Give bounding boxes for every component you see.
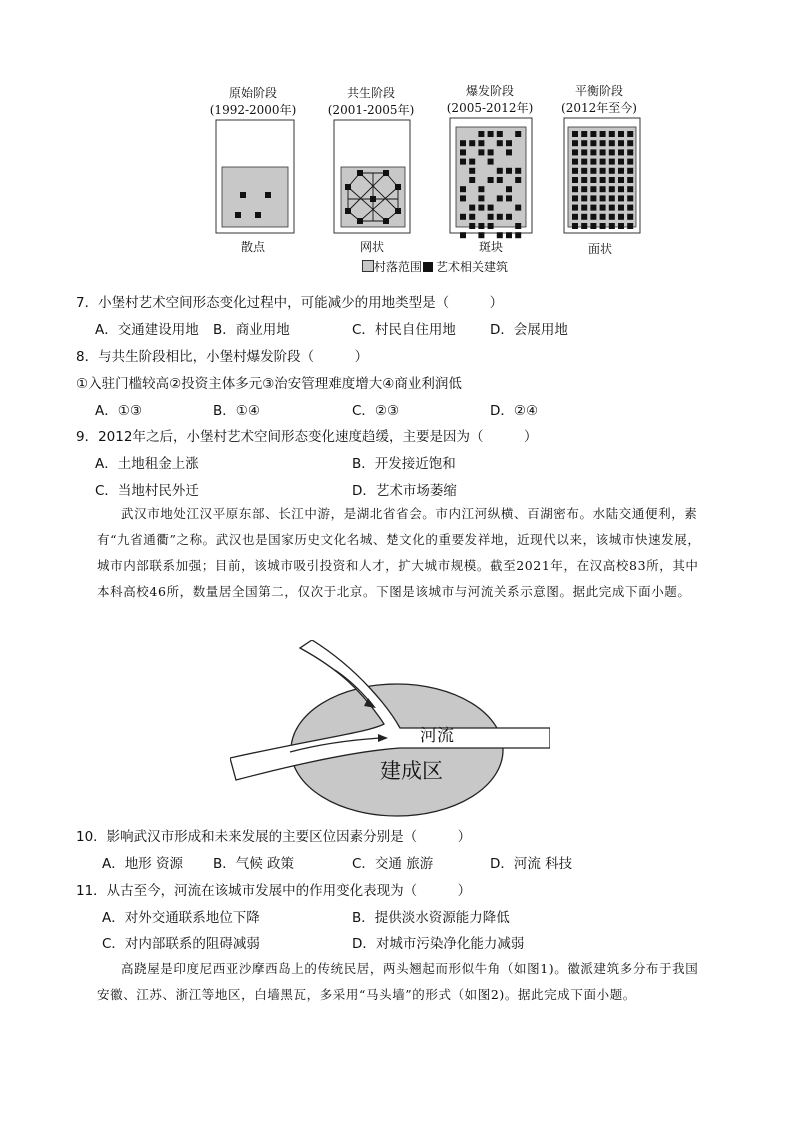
stage-1-period: (1992-2000年)	[209, 103, 297, 117]
stage-4-name: 平衡阶段	[574, 84, 623, 98]
art-building	[572, 149, 578, 155]
legend-village-swatch	[362, 260, 374, 272]
art-building	[618, 214, 624, 220]
art-building	[609, 205, 615, 211]
art-building	[627, 205, 633, 211]
art-building	[581, 205, 587, 211]
art-building	[618, 159, 624, 165]
art-building	[506, 195, 512, 201]
art-building	[572, 140, 578, 146]
art-building	[609, 177, 615, 183]
art-building	[506, 140, 512, 146]
art-building	[488, 223, 494, 229]
art-building	[590, 195, 596, 201]
art-building	[627, 168, 633, 174]
legend-village-label: 村落范围	[374, 260, 423, 274]
art-building	[478, 195, 484, 201]
q8-stem: 8．与共生阶段相比，小堡村爆发阶段（ ）	[76, 349, 369, 365]
art-building	[469, 159, 475, 165]
art-building	[581, 131, 587, 137]
q11-option-a[interactable]: A．对外交通联系地位下降	[102, 910, 260, 926]
q7-option-a[interactable]: A．交通建设用地	[95, 322, 199, 338]
art-building	[627, 159, 633, 165]
art-building	[581, 149, 587, 155]
art-building	[609, 149, 615, 155]
stage-2-name: 共生阶段	[346, 86, 395, 100]
art-building	[600, 214, 606, 220]
art-building	[590, 140, 596, 146]
art-building	[627, 186, 633, 192]
art-building	[627, 223, 633, 229]
art-building	[506, 168, 512, 174]
art-building	[460, 214, 466, 220]
art-building	[609, 195, 615, 201]
art-building	[600, 186, 606, 192]
art-building	[609, 140, 615, 146]
q10-option-c[interactable]: C．交通 旅游	[352, 856, 434, 872]
q11-option-d[interactable]: D．对城市污染净化能力减弱	[352, 936, 525, 952]
art-building	[600, 223, 606, 229]
art-building	[255, 212, 261, 218]
art-building	[572, 159, 578, 165]
art-building	[515, 205, 521, 211]
art-building	[235, 212, 241, 218]
q8-option-d[interactable]: D．②④	[490, 403, 539, 419]
art-building	[609, 186, 615, 192]
stage-diagram	[210, 115, 650, 240]
art-building	[497, 177, 503, 183]
art-building	[515, 223, 521, 229]
art-building	[627, 140, 633, 146]
art-building	[515, 131, 521, 137]
q11-option-b[interactable]: B．提供淡水资源能力降低	[352, 910, 510, 926]
art-building	[460, 195, 466, 201]
art-building	[590, 214, 596, 220]
art-building	[581, 168, 587, 174]
river-label: 河流	[420, 726, 454, 746]
art-building	[572, 214, 578, 220]
art-building	[627, 177, 633, 183]
q10-option-d[interactable]: D．河流 科技	[490, 856, 573, 872]
stage-3-period: (2005-2012年)	[446, 101, 534, 115]
q8-option-c[interactable]: C．②③	[352, 403, 400, 419]
art-building	[478, 131, 484, 137]
art-building	[590, 159, 596, 165]
art-building	[572, 223, 578, 229]
art-building	[506, 186, 512, 192]
art-building	[572, 205, 578, 211]
art-building	[618, 205, 624, 211]
art-building	[506, 149, 512, 155]
passage-houses: 高跷屋是印度尼西亚沙摩西岛上的传统民居，两头翘起而形似牛角（如图1)。徽派建筑多分布于我国安徽、江苏、浙江等地区，白墙黑瓦，多采用“马头墙”的形式（如图2)。据此完成下面小题。	[97, 961, 699, 1002]
art-building	[581, 177, 587, 183]
stage-2-period: (2001-2005年)	[327, 103, 415, 117]
legend-art-swatch	[423, 262, 433, 272]
art-building	[572, 177, 578, 183]
q7-option-d[interactable]: D．会展用地	[490, 322, 568, 338]
art-building	[469, 140, 475, 146]
art-building	[515, 168, 521, 174]
q10-stem: 10．影响武汉市形成和未来发展的主要区位因素分别是（ ）	[76, 829, 472, 845]
art-building	[469, 168, 475, 174]
q11-stem: 11．从古至今，河流在该城市发展中的作用变化表现为（ ）	[76, 883, 472, 899]
art-building	[460, 140, 466, 146]
art-building	[572, 168, 578, 174]
art-building	[506, 214, 512, 220]
art-building	[469, 205, 475, 211]
q9-option-d[interactable]: D．艺术市场萎缩	[352, 483, 457, 499]
legend	[362, 258, 508, 275]
art-building	[600, 205, 606, 211]
river-city-diagram	[230, 640, 550, 820]
art-building	[581, 223, 587, 229]
q7-option-b[interactable]: B．商业用地	[213, 322, 290, 338]
art-building	[572, 195, 578, 201]
q9-option-c[interactable]: C．当地村民外迁	[95, 483, 199, 499]
q9-option-b[interactable]: B．开发接近饱和	[352, 456, 456, 472]
art-building	[618, 140, 624, 146]
art-building	[488, 214, 494, 220]
art-building	[478, 140, 484, 146]
art-building	[572, 186, 578, 192]
art-building	[627, 195, 633, 201]
art-building	[609, 131, 615, 137]
art-building	[590, 131, 596, 137]
art-building	[590, 223, 596, 229]
art-building	[609, 214, 615, 220]
art-building	[469, 177, 475, 183]
art-building	[460, 159, 466, 165]
art-building	[609, 223, 615, 229]
art-building	[460, 186, 466, 192]
art-building	[478, 149, 484, 155]
q10-option-a[interactable]: A．地形 资源	[102, 856, 184, 872]
q8-option-a[interactable]: A．①③	[95, 403, 142, 419]
art-building	[600, 195, 606, 201]
art-building	[581, 186, 587, 192]
art-building	[497, 168, 503, 174]
q11-option-c[interactable]: C．对内部联系的阻碍减弱	[102, 936, 260, 952]
art-building	[618, 177, 624, 183]
art-building	[572, 131, 578, 137]
q9-option-a[interactable]: A．土地租金上涨	[95, 456, 199, 472]
q10-option-b[interactable]: B．气候 政策	[213, 856, 295, 872]
art-building	[497, 140, 503, 146]
art-building	[460, 149, 466, 155]
art-building	[469, 223, 475, 229]
q7-stem: 7．小堡村艺术空间形态变化过程中，可能减少的用地类型是（ ）	[76, 295, 504, 311]
art-building	[581, 214, 587, 220]
art-building	[609, 168, 615, 174]
art-building	[618, 195, 624, 201]
city-label: 建成区	[380, 759, 443, 783]
art-building	[265, 192, 271, 198]
q7-option-c[interactable]: C．村民自住用地	[352, 322, 456, 338]
art-building	[618, 223, 624, 229]
art-building	[478, 186, 484, 192]
art-building	[581, 140, 587, 146]
art-building	[515, 177, 521, 183]
q8-option-b[interactable]: B．①④	[213, 403, 260, 419]
art-building	[600, 168, 606, 174]
art-building	[240, 192, 246, 198]
art-building	[497, 195, 503, 201]
art-building	[600, 177, 606, 183]
art-building	[581, 159, 587, 165]
art-building	[497, 214, 503, 220]
stage-4-period: (2012年至今)	[561, 101, 637, 115]
stage-1-caption: 散点	[240, 240, 265, 254]
art-building	[600, 131, 606, 137]
art-building	[627, 149, 633, 155]
art-building	[618, 149, 624, 155]
art-building	[600, 159, 606, 165]
art-building	[478, 205, 484, 211]
art-building	[590, 149, 596, 155]
art-building	[618, 186, 624, 192]
art-building	[590, 177, 596, 183]
q9-stem: 9．2012年之后，小堡村艺术空间形态变化速度趋缓，主要是因为（ ）	[76, 429, 538, 445]
art-building	[497, 131, 503, 137]
art-building	[488, 177, 494, 183]
art-building	[600, 140, 606, 146]
stage-4-caption: 面状	[587, 242, 612, 256]
art-building	[627, 214, 633, 220]
art-building	[478, 223, 484, 229]
art-building	[609, 159, 615, 165]
art-building	[627, 131, 633, 137]
art-building	[590, 186, 596, 192]
passage-wuhan: 武汉市地处江汉平原东部、长江中游，是湖北省省会。市内江河纵横、百湖密布。水陆交通便利，素有“九省通衢”之称。武汉也是国家历史文化名城、楚文化的重要发祥地，近现代以来，该城市快速发展，城市内部联系加强；目前，该城市吸引投资和人才，扩大城市规模。截至2021年，在汉高校83所，其中本科高校46所，数量居全国第二，仅次于北京。下图是该城市与河流关系示意图。据此完成下面小题。	[97, 506, 701, 599]
art-building	[488, 149, 494, 155]
art-building	[488, 159, 494, 165]
stage-1-name: 原始阶段	[228, 86, 277, 100]
legend-art-label: 艺术相关建筑	[436, 260, 509, 274]
art-building	[618, 131, 624, 137]
art-building	[600, 149, 606, 155]
art-building	[488, 205, 494, 211]
art-building	[590, 168, 596, 174]
stage-3-name: 爆发阶段	[465, 84, 514, 98]
stage-3-caption: 斑块	[478, 240, 503, 254]
art-building	[488, 131, 494, 137]
q8-items: ①入驻门槛较高②投资主体多元③治安管理难度增大④商业利润低	[76, 376, 462, 392]
art-building	[469, 214, 475, 220]
art-building	[590, 205, 596, 211]
stage-2-caption: 网状	[359, 240, 384, 254]
art-building	[618, 168, 624, 174]
art-building	[581, 195, 587, 201]
